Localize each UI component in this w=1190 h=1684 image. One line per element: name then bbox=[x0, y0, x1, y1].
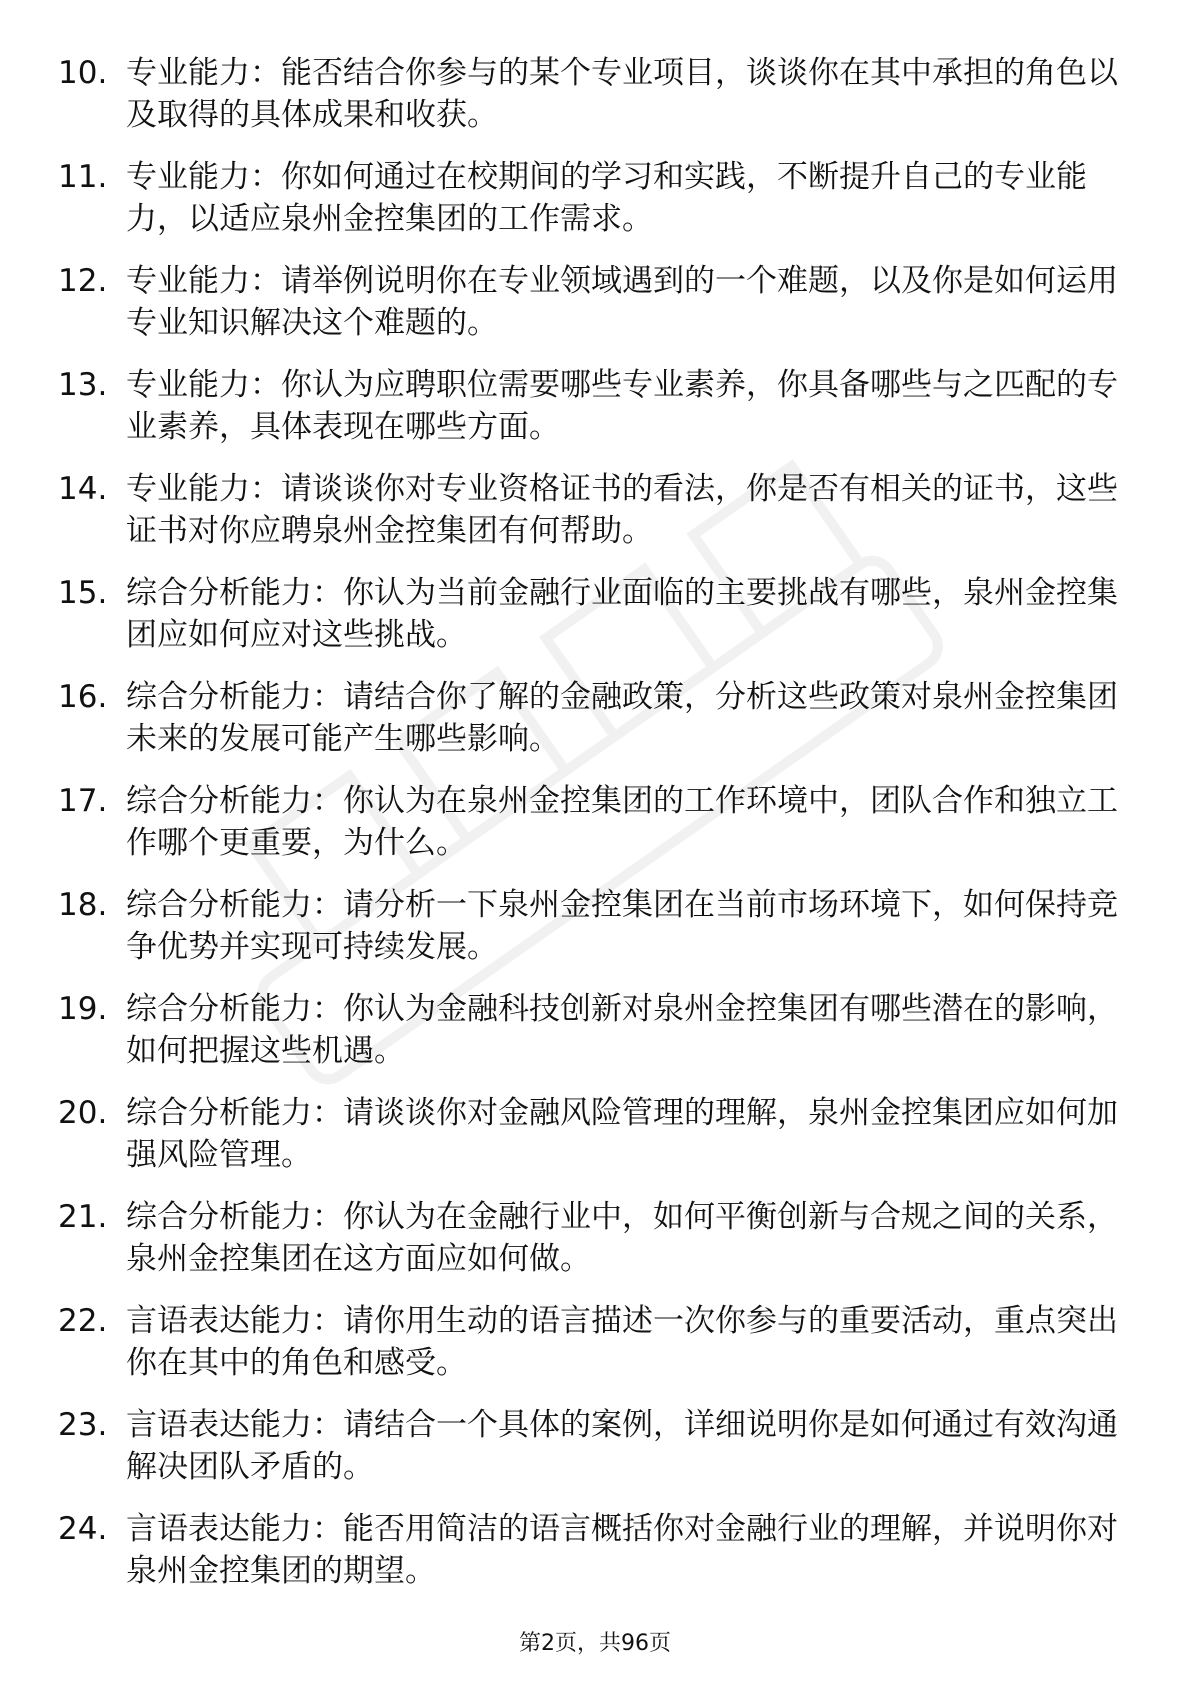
question-number: 24. bbox=[58, 1511, 108, 1547]
question-text: 言语表达能力：能否用简洁的语言概括你对金融行业的理解，并说明你对泉州金控集团的期望。 bbox=[126, 1511, 1118, 1589]
question-text: 综合分析能力：你认为当前金融行业面临的主要挑战有哪些，泉州金控集团应如何应对这些挑战。 bbox=[126, 575, 1118, 653]
question-text: 综合分析能力：你认为在金融行业中，如何平衡创新与合规之间的关系，泉州金控集团在这方面应如何做。 bbox=[126, 1199, 1118, 1277]
question-text: 综合分析能力：请结合你了解的金融政策，分析这些政策对泉州金控集团未来的发展可能产生哪些影响。 bbox=[126, 679, 1118, 757]
question-number: 17. bbox=[58, 783, 108, 819]
question-text: 专业能力：请谈谈你对专业资格证书的看法，你是否有相关的证书，这些证书对你应聘泉州金控集团有何帮助。 bbox=[126, 471, 1118, 549]
question-number: 14. bbox=[58, 471, 108, 507]
list-item bbox=[58, 1404, 1118, 1488]
list-item bbox=[58, 572, 1118, 656]
question-number: 13. bbox=[58, 367, 108, 403]
list-item bbox=[58, 52, 1118, 136]
question-list bbox=[58, 52, 1118, 1612]
question-number: 21. bbox=[58, 1199, 108, 1235]
list-item bbox=[58, 1508, 1118, 1592]
list-item bbox=[58, 780, 1118, 864]
list-item bbox=[58, 1196, 1118, 1280]
question-number: 23. bbox=[58, 1407, 108, 1443]
question-text: 综合分析能力：你认为金融科技创新对泉州金控集团有哪些潜在的影响，如何把握这些机遇。 bbox=[126, 991, 1118, 1069]
page-number-label: 第2页，共96页 bbox=[519, 1631, 671, 1656]
list-item bbox=[58, 1300, 1118, 1384]
list-item bbox=[58, 988, 1118, 1072]
list-item bbox=[58, 364, 1118, 448]
question-text: 言语表达能力：请你用生动的语言描述一次你参与的重要活动，重点突出你在其中的角色和感受。 bbox=[126, 1303, 1118, 1381]
question-text: 专业能力：你认为应聘职位需要哪些专业素养，你具备哪些与之匹配的专业素养，具体表现在哪些方面。 bbox=[126, 367, 1118, 445]
question-text: 专业能力：请举例说明你在专业领域遇到的一个难题，以及你是如何运用专业知识解决这个难题的。 bbox=[126, 263, 1118, 341]
question-number: 12. bbox=[58, 263, 108, 299]
question-number: 10. bbox=[58, 55, 108, 91]
question-text: 言语表达能力：请结合一个具体的案例，详细说明你是如何通过有效沟通解决团队矛盾的。 bbox=[126, 1407, 1118, 1485]
page-footer bbox=[0, 1626, 1190, 1657]
list-item bbox=[58, 260, 1118, 344]
question-number: 11. bbox=[58, 159, 108, 195]
list-item bbox=[58, 156, 1118, 240]
question-text: 专业能力：你如何通过在校期间的学习和实践，不断提升自己的专业能力，以适应泉州金控集团的工作需求。 bbox=[126, 159, 1087, 237]
question-number: 22. bbox=[58, 1303, 108, 1339]
question-number: 20. bbox=[58, 1095, 108, 1131]
question-text: 综合分析能力：你认为在泉州金控集团的工作环境中，团队合作和独立工作哪个更重要，为什么。 bbox=[126, 783, 1118, 861]
question-number: 18. bbox=[58, 887, 108, 923]
question-number: 16. bbox=[58, 679, 108, 715]
question-number: 15. bbox=[58, 575, 108, 611]
list-item bbox=[58, 468, 1118, 552]
question-text: 综合分析能力：请分析一下泉州金控集团在当前市场环境下，如何保持竞争优势并实现可持续发展。 bbox=[126, 887, 1118, 965]
question-text: 综合分析能力：请谈谈你对金融风险管理的理解，泉州金控集团应如何加强风险管理。 bbox=[126, 1095, 1118, 1173]
question-text: 专业能力：能否结合你参与的某个专业项目，谈谈你在其中承担的角色以及取得的具体成果和收获。 bbox=[126, 55, 1118, 133]
list-item bbox=[58, 676, 1118, 760]
list-item bbox=[58, 884, 1118, 968]
question-number: 19. bbox=[58, 991, 108, 1027]
list-item bbox=[58, 1092, 1118, 1176]
